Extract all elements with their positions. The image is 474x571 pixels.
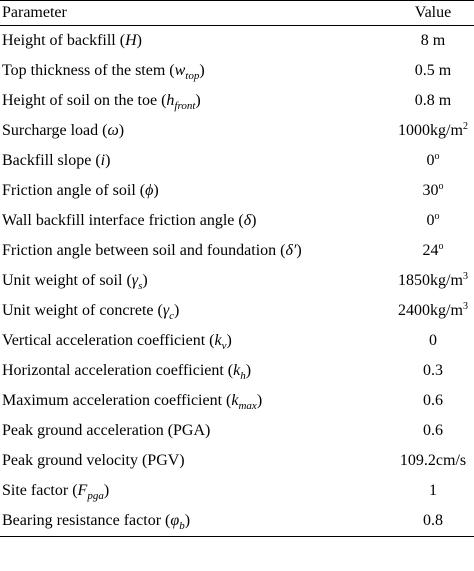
parameter-cell (0, 146, 392, 176)
value-cell (392, 146, 474, 176)
parameter-label: Height of soil on the toe ( (2, 92, 167, 109)
value-cell (392, 416, 474, 446)
parameter-symbol: φ (170, 512, 180, 529)
parameter-close-paren: ) (226, 332, 232, 349)
parameter-subscript: c (169, 310, 175, 322)
parameter-cell (0, 506, 392, 537)
table-row (0, 506, 474, 537)
table-row (0, 266, 474, 296)
table-row (0, 206, 474, 236)
value-cell (392, 446, 474, 476)
parameter-label: Peak ground velocity (PGV) (2, 452, 185, 469)
parameter-close-paren: ) (118, 122, 125, 139)
parameter-subscript: max (238, 400, 257, 412)
parameter-close-paren: ) (103, 482, 110, 499)
parameter-symbol: k (231, 392, 239, 409)
value-text: 0 (426, 212, 435, 229)
value-superscript: o (434, 151, 440, 162)
parameter-close-paren: ) (153, 182, 159, 199)
parameter-subscript: b (179, 520, 185, 532)
parameter-cell (0, 266, 392, 296)
value-cell (392, 176, 474, 206)
parameter-label: Bearing resistance factor ( (2, 512, 171, 529)
parameter-close-paren: ) (251, 212, 257, 229)
table-row (0, 236, 474, 266)
parameter-label: Surcharge load ( (2, 122, 108, 139)
parameter-cell (0, 26, 392, 57)
header-value: Value (392, 1, 474, 26)
parameter-cell (0, 116, 392, 146)
value-text: 24 (422, 242, 439, 259)
parameter-cell (0, 86, 392, 116)
parameter-subscript: v (221, 340, 227, 352)
parameter-cell (0, 386, 392, 416)
header-row (0, 1, 474, 26)
parameter-label: Unit weight of soil ( (2, 272, 132, 289)
parameter-cell (0, 446, 392, 476)
parameter-symbol: γ (131, 272, 139, 289)
value-text: 0.8 (423, 512, 443, 529)
parameter-cell (0, 56, 392, 86)
table-row (0, 116, 474, 146)
table-row (0, 86, 474, 116)
value-text: 0.8 m (414, 92, 452, 109)
parameter-symbol: ω (107, 122, 119, 139)
table-row (0, 416, 474, 446)
value-text: 109.2cm/s (399, 452, 467, 469)
value-cell (392, 26, 474, 57)
parameter-symbol: F (77, 482, 88, 499)
value-superscript: o (438, 241, 444, 252)
table-row (0, 296, 474, 326)
value-text: 0.5 m (414, 62, 452, 79)
parameter-cell (0, 326, 392, 356)
value-cell (392, 326, 474, 356)
table-row (0, 26, 474, 57)
value-cell (392, 386, 474, 416)
value-superscript: o (434, 211, 440, 222)
value-cell (392, 296, 474, 326)
parameter-close-paren: ) (105, 152, 111, 169)
parameter-subscript: pga (87, 490, 104, 502)
value-text: 0.3 (423, 362, 443, 379)
parameter-symbol: ϕ (145, 182, 154, 199)
parameter-close-paren: ) (296, 242, 302, 259)
parameter-symbol: w (174, 62, 186, 79)
value-text: 0 (426, 152, 435, 169)
parameter-symbol: γ (162, 302, 170, 319)
parameter-close-paren: ) (256, 392, 263, 409)
parameter-label: Unit weight of concrete ( (2, 302, 163, 319)
table-row (0, 56, 474, 86)
value-text: 8 m (420, 32, 446, 49)
parameter-symbol: k (233, 362, 241, 379)
parameter-cell (0, 236, 392, 266)
table-row (0, 476, 474, 506)
parameter-label: Friction angle of soil ( (2, 182, 146, 199)
value-text: 0.6 (423, 422, 443, 439)
value-cell (392, 116, 474, 146)
value-superscript: 3 (462, 301, 468, 312)
parameter-cell (0, 296, 392, 326)
value-text: 1000kg/m (398, 122, 463, 139)
value-superscript: 2 (462, 121, 468, 132)
table-row (0, 446, 474, 476)
parameter-close-paren: ) (195, 92, 201, 109)
parameter-cell (0, 356, 392, 386)
value-cell (392, 86, 474, 116)
parameter-label: Backfill slope ( (2, 152, 101, 169)
parameter-close-paren: ) (174, 302, 180, 319)
parameter-label: Maximum acceleration coefficient ( (2, 392, 232, 409)
value-text: 1 (429, 482, 437, 499)
table-row (0, 176, 474, 206)
parameter-cell (0, 176, 392, 206)
parameter-subscript: front (174, 100, 196, 112)
parameter-subscript: h (240, 370, 246, 382)
parameter-subscript: top (185, 70, 200, 82)
table-row (0, 326, 474, 356)
parameter-symbol: i (100, 152, 106, 169)
table-row (0, 386, 474, 416)
parameter-label: Site factor ( (2, 482, 78, 499)
value-cell (392, 476, 474, 506)
parameter-label: Height of backfill ( (2, 32, 126, 49)
parameter-cell (0, 476, 392, 506)
table-row (0, 356, 474, 386)
parameter-symbol: h (166, 92, 175, 109)
value-cell (392, 356, 474, 386)
value-text: 2400kg/m (398, 302, 463, 319)
parameter-label: Friction angle between soil and foundation ( (2, 242, 286, 259)
value-text: 1850kg/m (398, 272, 463, 289)
table-row (0, 146, 474, 176)
parameter-subscript: s (138, 280, 143, 292)
parameter-label: Peak ground acceleration (PGA) (2, 422, 211, 439)
value-superscript: 3 (462, 271, 468, 282)
value-text: 0 (429, 332, 437, 349)
header-parameter: Parameter (0, 1, 392, 26)
parameter-symbol: δ (243, 212, 252, 229)
parameter-label: Top thickness of the stem ( (2, 62, 175, 79)
value-cell (392, 266, 474, 296)
value-cell (392, 506, 474, 537)
value-cell (392, 56, 474, 86)
parameter-close-paren: ) (184, 512, 191, 529)
value-cell (392, 236, 474, 266)
parameter-close-paren: ) (142, 272, 148, 289)
parameter-label: Vertical acceleration coefficient ( (2, 332, 215, 349)
value-text: 0.6 (423, 392, 443, 409)
parameter-close-paren: ) (136, 32, 142, 49)
parameter-label: Horizontal acceleration coefficient ( (2, 362, 234, 379)
parameter-close-paren: ) (199, 62, 205, 79)
parameter-cell (0, 206, 392, 236)
parameter-symbol: δ′ (285, 242, 297, 259)
value-superscript: o (438, 181, 444, 192)
value-text: 30 (422, 182, 439, 199)
parameter-label: Wall backfill interface friction angle ( (2, 212, 244, 229)
parameter-symbol: H (125, 32, 137, 49)
parameter-symbol: k (214, 332, 222, 349)
value-cell (392, 206, 474, 236)
parameter-close-paren: ) (245, 362, 252, 379)
table-body (0, 26, 474, 537)
parameter-cell (0, 416, 392, 446)
